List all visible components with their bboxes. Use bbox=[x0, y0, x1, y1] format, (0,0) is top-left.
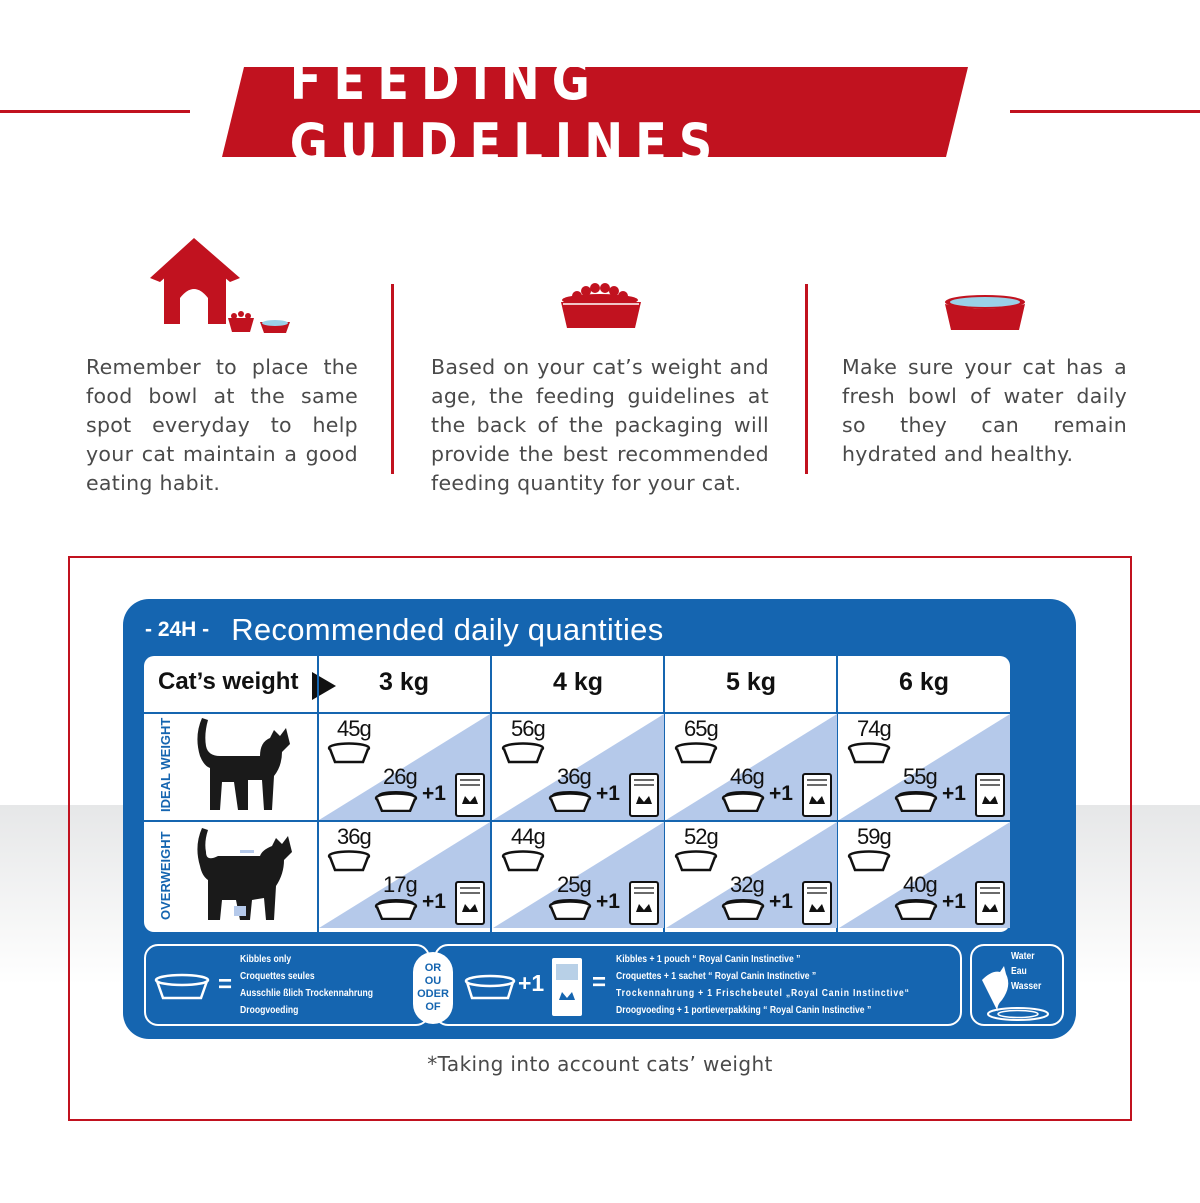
plus-one-pouch: +1 bbox=[769, 890, 793, 913]
footnote: *Taking into account cats’ weight bbox=[427, 1052, 773, 1076]
weight-col-6kg: 6 kg bbox=[898, 668, 950, 696]
panel-header bbox=[145, 610, 664, 650]
kibble-bowl-icon bbox=[674, 850, 718, 876]
quantity-cell bbox=[493, 714, 664, 820]
pouch-icon bbox=[801, 772, 833, 820]
plus-one-pouch: +1 bbox=[422, 890, 446, 913]
dry-quantity: 74g bbox=[857, 716, 891, 741]
plus-one-pouch: +1 bbox=[942, 890, 966, 913]
legend-equals-1: = bbox=[218, 971, 233, 998]
mixed-bowl-icon bbox=[894, 790, 938, 816]
mixed-bowl-icon bbox=[374, 790, 418, 816]
water-bowl-icon bbox=[941, 292, 1029, 338]
row-label-overweight: OVERWEIGHT bbox=[158, 831, 173, 920]
plus-one-pouch: +1 bbox=[596, 782, 620, 805]
quantity-cell bbox=[666, 822, 837, 928]
legend-plus-one: +1 bbox=[518, 970, 545, 996]
kibble-bowl-icon bbox=[327, 742, 371, 768]
panel-title: Recommended daily quantities bbox=[231, 612, 664, 647]
cat-overweight-icon bbox=[190, 826, 300, 930]
legend-mixed-fr: Croquettes + 1 sachet “ Royal Canin Instinctive ” bbox=[616, 970, 817, 982]
row-label-ideal-weight: IDEAL WEIGHT bbox=[158, 717, 173, 812]
or-de: ODER bbox=[417, 988, 449, 1000]
quantity-cell bbox=[319, 822, 490, 928]
period-label: - 24H - bbox=[145, 618, 210, 641]
dry-quantity: 59g bbox=[857, 824, 891, 849]
dry-quantity: 44g bbox=[511, 824, 545, 849]
cat-ideal-icon bbox=[190, 716, 300, 820]
doghouse-bowls-icon bbox=[150, 236, 310, 340]
legend-mixed-nl: Droogvoeding + 1 portieverpakking “ Royal Canin Instinctive ” bbox=[616, 1004, 872, 1016]
dry-quantity: 36g bbox=[337, 824, 371, 849]
mixed-quantity: 55g bbox=[903, 764, 937, 789]
pouch-icon bbox=[454, 880, 486, 928]
legend-water-de: Wasser bbox=[1011, 980, 1042, 992]
kibble-bowl-icon bbox=[847, 850, 891, 876]
plus-one-pouch: +1 bbox=[769, 782, 793, 805]
weight-col-5kg: 5 kg bbox=[725, 668, 777, 696]
tip-divider-1 bbox=[391, 284, 394, 474]
weight-header-label: Cat’s weight bbox=[158, 668, 299, 695]
mixed-quantity: 32g bbox=[730, 872, 764, 897]
or-fr: OU bbox=[424, 975, 442, 987]
quantity-cell bbox=[839, 714, 1010, 820]
dry-quantity: 56g bbox=[511, 716, 545, 741]
or-badge bbox=[413, 952, 453, 1024]
weight-col-4kg: 4 kg bbox=[552, 668, 604, 696]
quantity-cell bbox=[493, 822, 664, 928]
mixed-quantity: 25g bbox=[557, 872, 591, 897]
dry-quantity: 52g bbox=[684, 824, 718, 849]
mixed-bowl-icon bbox=[374, 898, 418, 924]
mixed-bowl-icon bbox=[894, 898, 938, 924]
mixed-quantity: 46g bbox=[730, 764, 764, 789]
weight-col-3kg: 3 kg bbox=[378, 668, 430, 696]
mixed-quantity: 17g bbox=[383, 872, 417, 897]
or-en: OR bbox=[424, 962, 442, 974]
kibble-bowl-icon bbox=[674, 742, 718, 768]
legend-water-en: Water bbox=[1011, 950, 1035, 962]
kibble-bowl-icon bbox=[501, 742, 545, 768]
mixed-bowl-icon bbox=[721, 898, 765, 924]
mixed-quantity: 36g bbox=[557, 764, 591, 789]
pouch-icon bbox=[628, 772, 660, 820]
pouch-icon bbox=[801, 880, 833, 928]
mixed-bowl-icon bbox=[548, 790, 592, 816]
pouch-icon bbox=[974, 880, 1006, 928]
mixed-quantity: 40g bbox=[903, 872, 937, 897]
mixed-bowl-icon bbox=[548, 898, 592, 924]
legend-equals-2: = bbox=[592, 969, 607, 996]
legend-mixed-de: Trockennahrung + 1 Frischebeutel „Royal Canin Instinctive“ bbox=[616, 987, 910, 999]
or-nl: OF bbox=[425, 1001, 441, 1013]
plus-one-pouch: +1 bbox=[942, 782, 966, 805]
plus-one-pouch: +1 bbox=[596, 890, 620, 913]
tip-divider-2 bbox=[805, 284, 808, 474]
kibble-bowl-icon bbox=[501, 850, 545, 876]
legend-kibbles-de: Ausschlie ßlich Trockennahrung bbox=[240, 987, 374, 999]
quantity-cell bbox=[319, 714, 490, 820]
quantity-cell bbox=[839, 822, 1010, 928]
mixed-bowl-icon bbox=[464, 974, 516, 1004]
tip-text-location: Remember to place the food bowl at the same spot everyday to help your cat maintain a good eating habit. bbox=[86, 355, 358, 495]
quantity-cell bbox=[666, 714, 837, 820]
legend-kibbles-fr: Croquettes seules bbox=[240, 970, 315, 982]
pouch-icon bbox=[974, 772, 1006, 820]
pouch-legend-icon bbox=[550, 956, 584, 1022]
banner-rule-left bbox=[0, 110, 190, 113]
pouch-icon bbox=[454, 772, 486, 820]
legend-water-fr: Eau bbox=[1011, 965, 1027, 977]
page-title: FEEDING GUIDELINES bbox=[289, 49, 725, 175]
kibble-bowl-icon bbox=[154, 972, 210, 1004]
mixed-bowl-icon bbox=[721, 790, 765, 816]
food-bowl-icon bbox=[557, 282, 645, 336]
legend-kibbles-en: Kibbles only bbox=[240, 953, 292, 965]
legend-kibbles-nl: Droogvoeding bbox=[240, 1004, 299, 1016]
plus-one-pouch: +1 bbox=[422, 782, 446, 805]
dry-quantity: 65g bbox=[684, 716, 718, 741]
mixed-quantity: 26g bbox=[383, 764, 417, 789]
legend-mixed-en: Kibbles + 1 pouch “ Royal Canin Instinctive ” bbox=[616, 953, 801, 965]
kibble-bowl-icon bbox=[327, 850, 371, 876]
tip-text-quantity: Based on your cat’s weight and age, the feeding guidelines at the back of the packaging will provide the best recommended feeding quantity for your cat. bbox=[431, 355, 769, 495]
kibble-bowl-icon bbox=[847, 742, 891, 768]
title-banner bbox=[222, 49, 968, 175]
banner-rule-right bbox=[1010, 110, 1200, 113]
tip-text-water: Make sure your cat has a fresh bowl of water daily so they can remain hydrated and healthy. bbox=[842, 355, 1127, 466]
pouch-icon bbox=[628, 880, 660, 928]
dry-quantity: 45g bbox=[337, 716, 371, 741]
